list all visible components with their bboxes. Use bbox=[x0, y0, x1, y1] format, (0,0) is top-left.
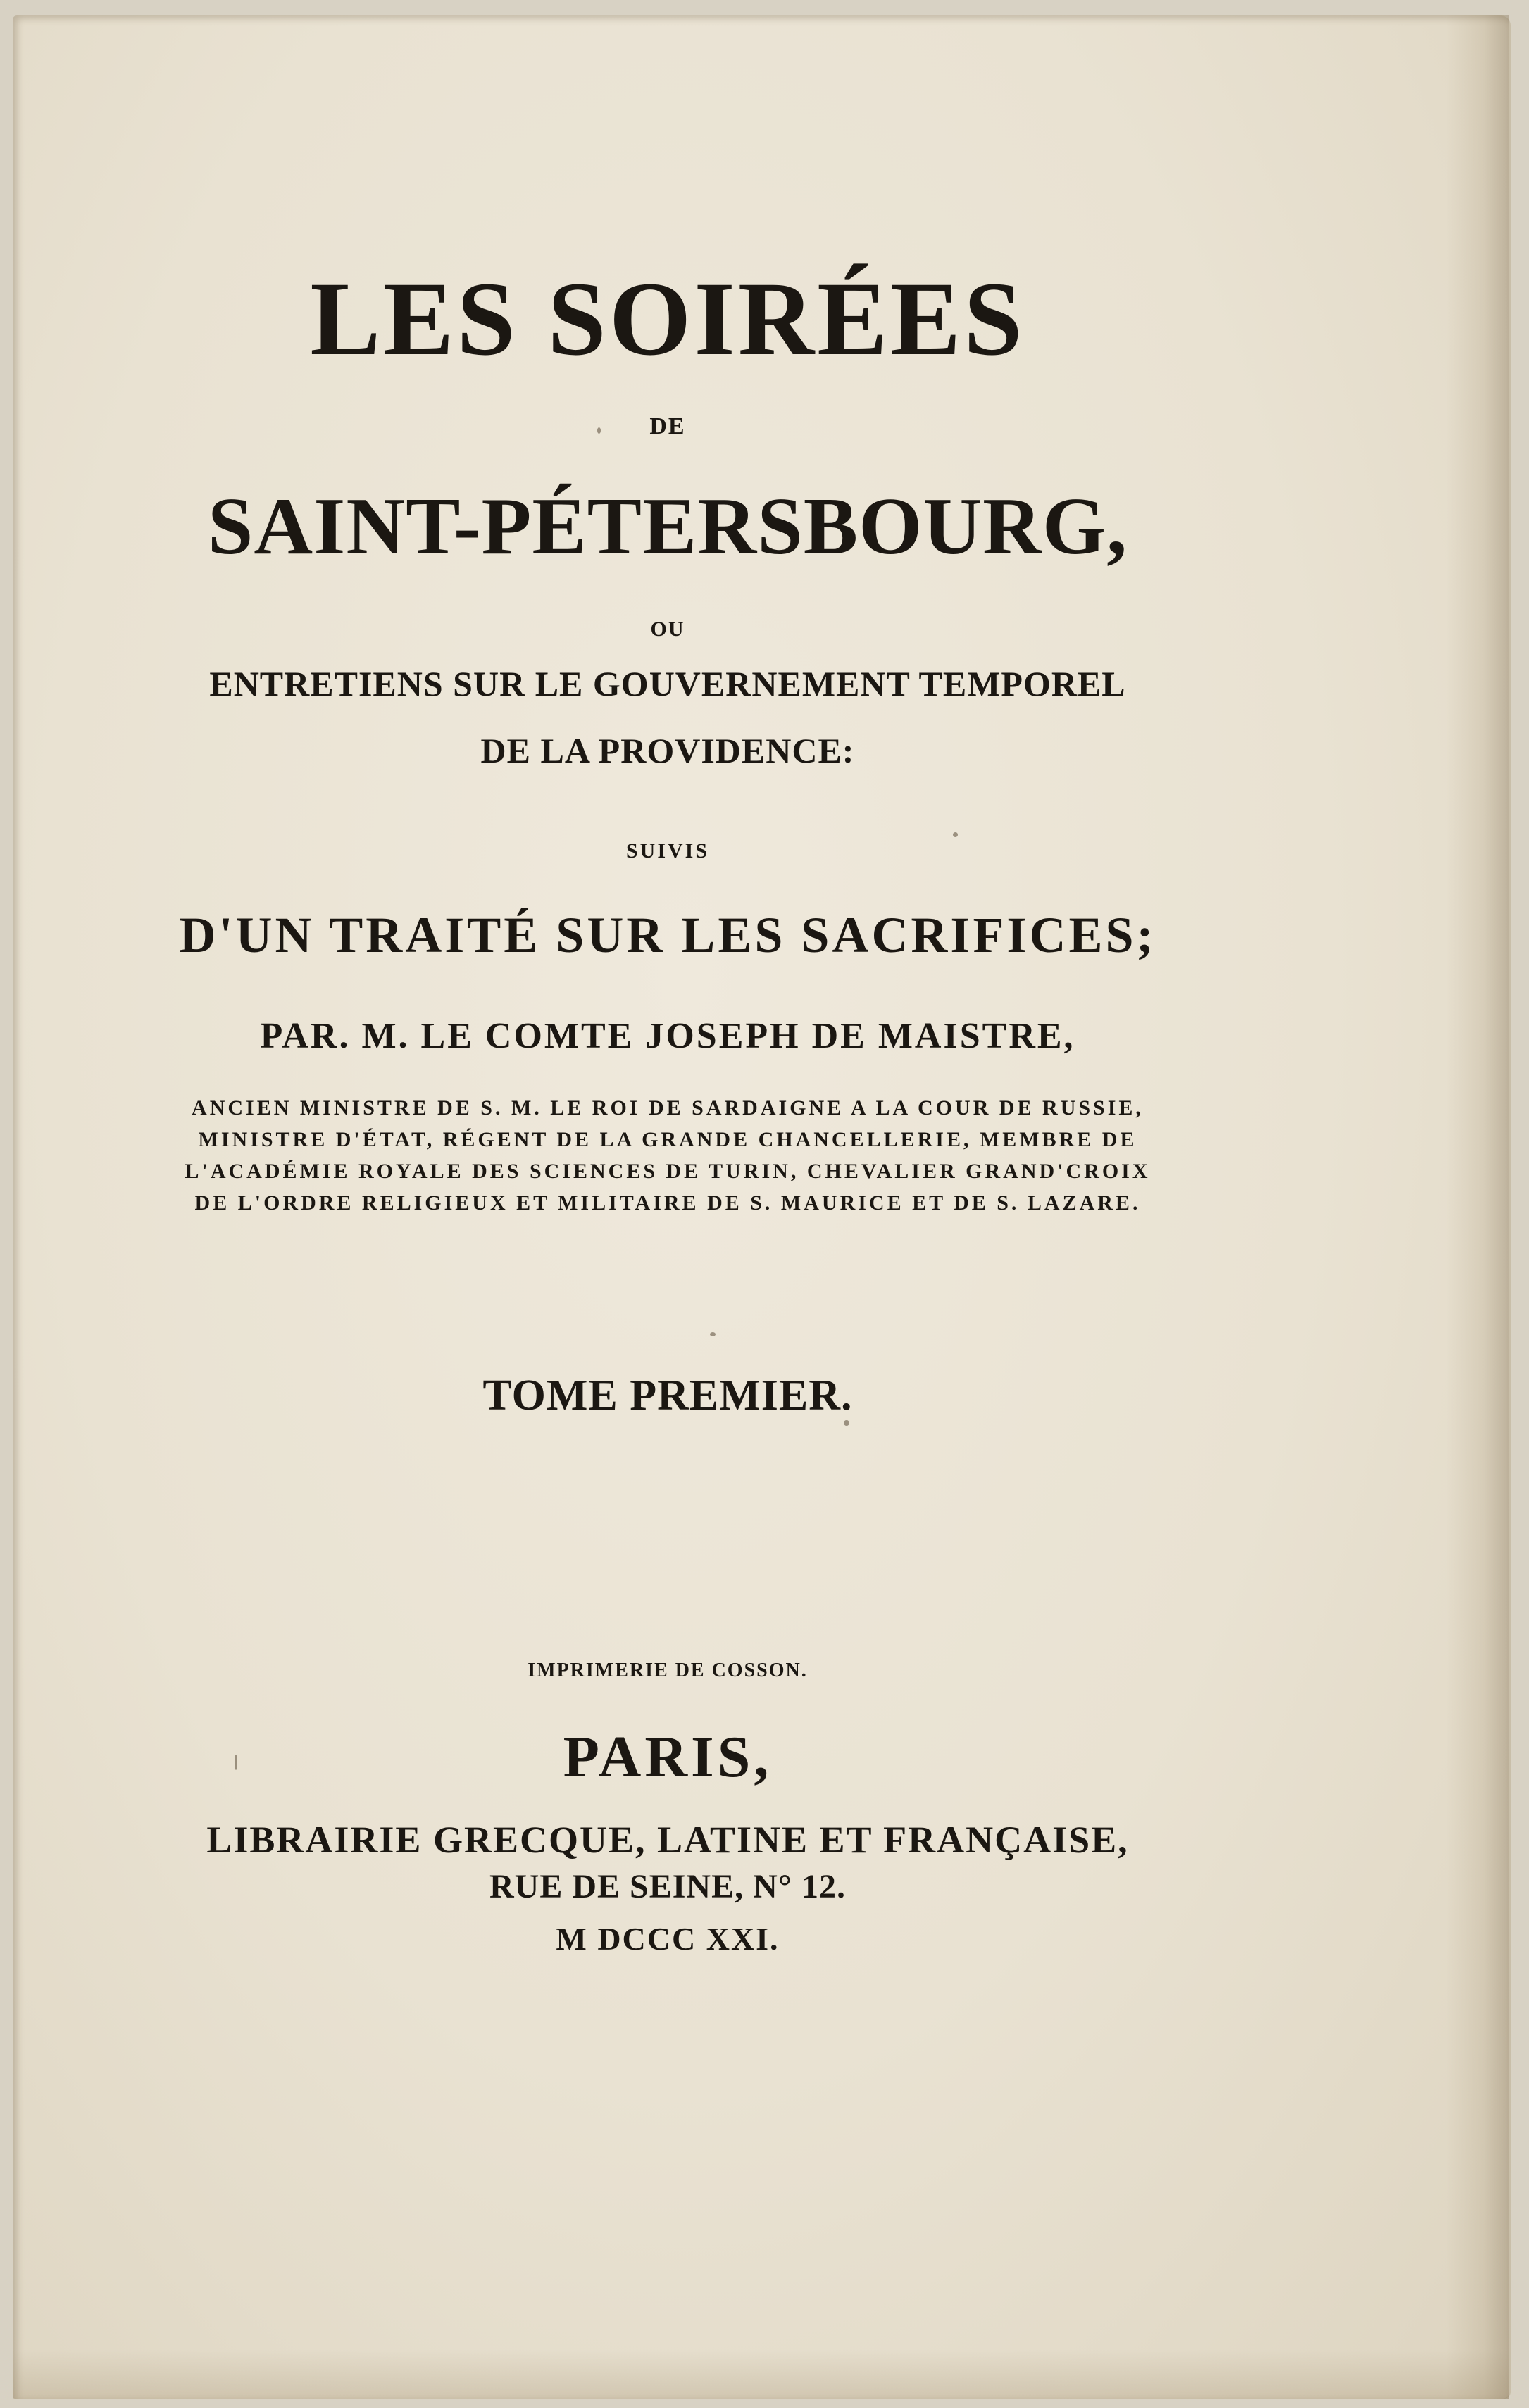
title-connector-ou: OU bbox=[650, 617, 685, 641]
subtitle-line-1: ENTRETIENS SUR LE GOUVERNEMENT TEMPOREL bbox=[209, 664, 1126, 703]
publisher-line: LIBRAIRIE GRECQUE, LATINE ET FRANÇAISE, bbox=[206, 1819, 1129, 1861]
ink-speck bbox=[953, 832, 958, 837]
address-line: RUE DE SEINE, N° 12. bbox=[489, 1868, 846, 1905]
printer-line: IMPRIMERIE DE COSSON. bbox=[528, 1660, 808, 1681]
treatise-title: D'UN TRAITÉ SUR LES SACRIFICES; bbox=[179, 907, 1156, 963]
ink-speck bbox=[710, 1332, 716, 1336]
subtitle-line-2: DE LA PROVIDENCE: bbox=[480, 731, 855, 770]
title-connector-de: DE bbox=[649, 413, 686, 439]
ink-speck bbox=[844, 1420, 849, 1426]
page-bottom-shadow bbox=[13, 2350, 1509, 2399]
page-edge-shadow bbox=[1446, 15, 1509, 2399]
author-qualification-line: MINISTRE D'ÉTAT, RÉGENT DE LA GRANDE CHANCELLERIE, MEMBRE DE bbox=[198, 1128, 1137, 1151]
publication-year: M DCCC XXI. bbox=[556, 1921, 780, 1957]
author-line: PAR. M. LE COMTE JOSEPH DE MAISTRE, bbox=[260, 1016, 1075, 1056]
connector-suivis: SUIVIS bbox=[625, 839, 710, 863]
author-qualification-line: L'ACADÉMIE ROYALE DES SCIENCES DE TURIN, CHEVALIER GRAND'CROIX bbox=[185, 1160, 1151, 1183]
title-line-1: LES SOIRÉES bbox=[310, 261, 1025, 377]
author-qualification-line: DE L'ORDRE RELIGIEUX ET MILITAIRE DE S. MAURICE ET DE S. LAZARE. bbox=[194, 1191, 1141, 1215]
volume-label: TOME PREMIER. bbox=[482, 1372, 853, 1419]
title-line-2: SAINT-PÉTERSBOURG, bbox=[207, 482, 1128, 572]
book-page bbox=[13, 15, 1509, 2399]
city-line: PARIS, bbox=[563, 1724, 773, 1790]
author-qualification-line: ANCIEN MINISTRE DE S. M. LE ROI DE SARDAIGNE A LA COUR DE RUSSIE, bbox=[192, 1096, 1144, 1120]
